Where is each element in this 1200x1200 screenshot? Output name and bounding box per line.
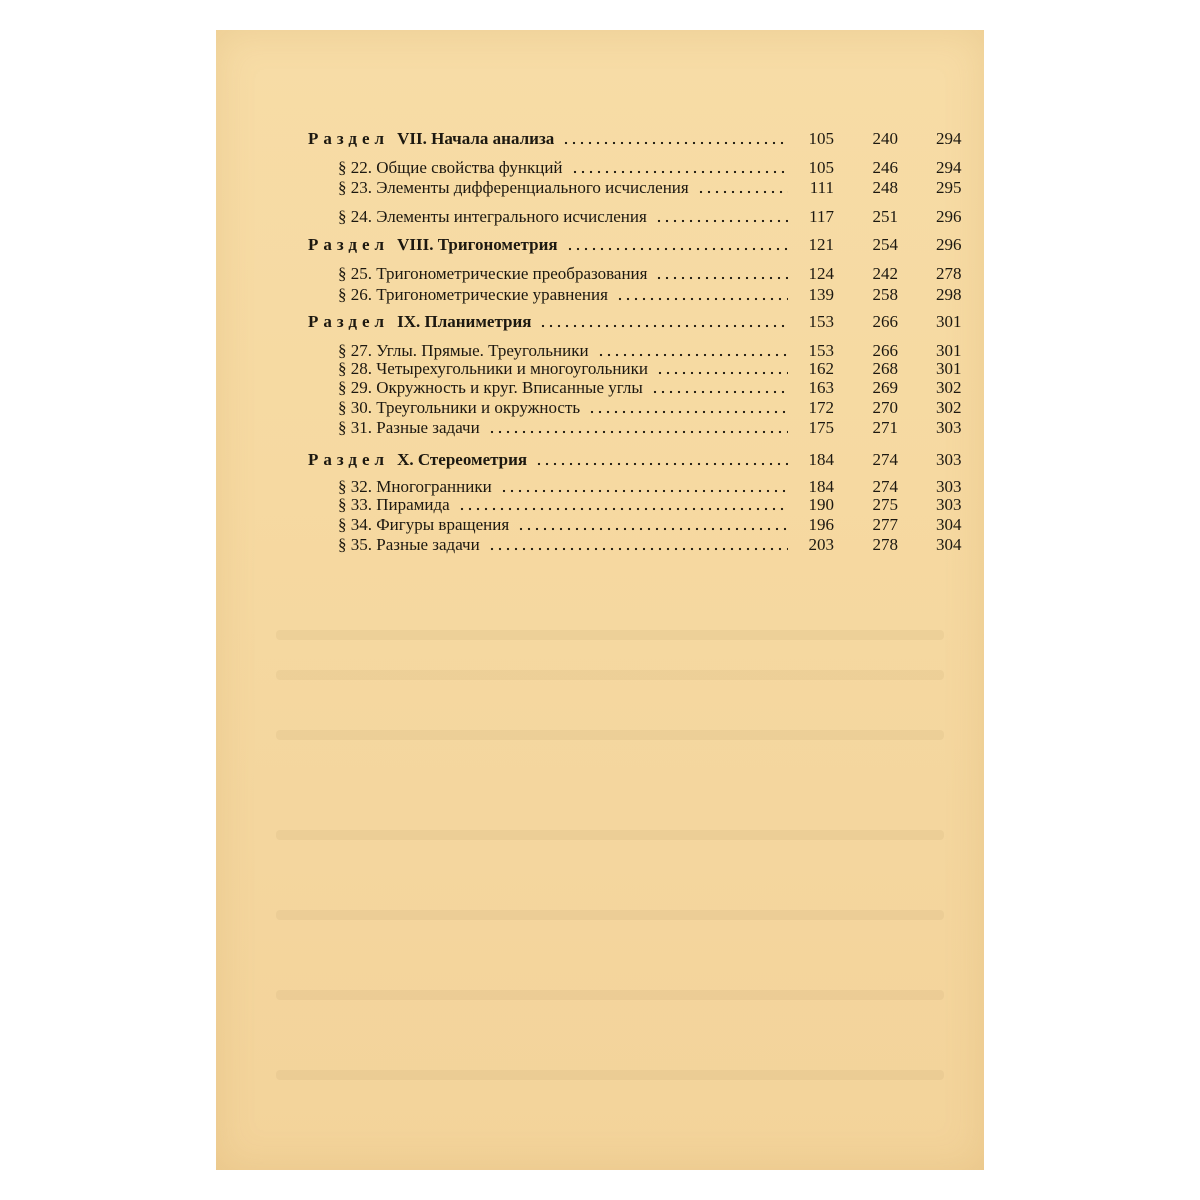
toc-title: [338, 417, 788, 439]
page-number-col-3: 304: [936, 535, 962, 554]
page-number-col-2: 274: [872, 450, 898, 469]
page-number-col-2: 270: [872, 398, 898, 417]
dot-leader: [488, 546, 788, 552]
page-number-col-3: 302: [936, 378, 962, 397]
page-number-col-3: 278: [936, 264, 962, 283]
toc-title: [308, 234, 788, 256]
dot-leader: [488, 429, 788, 435]
dot-leader: [656, 370, 788, 376]
dot-leader: [588, 409, 788, 415]
dot-leader: [517, 526, 788, 532]
toc-title: [338, 514, 788, 536]
page-number-col-3: 301: [936, 341, 962, 360]
toc-title-text: § 34. Фигуры вращения: [338, 515, 510, 534]
toc-title-text: § 23. Элементы дифференциального исчисления: [338, 178, 689, 197]
page-number-col-2: 268: [872, 359, 898, 378]
toc-title-text: § 22. Общие свойства функций: [338, 158, 563, 177]
dot-leader: [458, 506, 788, 512]
toc-title-text: § 32. Многогранники: [338, 477, 492, 496]
dot-leader: [697, 189, 788, 195]
toc-title-text: § 29. Окружность и круг. Вписанные углы: [338, 378, 643, 397]
page-number-col-3: 303: [936, 477, 962, 496]
toc-entry-row: [216, 494, 984, 516]
page-number-col-1: 184: [808, 450, 834, 469]
page-number-col-3: 301: [936, 312, 962, 331]
toc-title: [338, 284, 788, 306]
bleed-through-line: [276, 670, 944, 680]
toc-entry-row: [216, 377, 984, 399]
section-prefix: Раздел: [308, 235, 390, 254]
page-number-col-1: 139: [808, 285, 834, 304]
toc-section-row: [216, 449, 984, 471]
page-number-col-3: 303: [936, 495, 962, 514]
page-number-col-1: 111: [809, 178, 834, 197]
page-number-col-2: 266: [872, 312, 898, 331]
toc-title-text: X. Стереометрия: [397, 450, 528, 469]
toc-section-row: [216, 128, 984, 150]
toc-title-text: § 26. Тригонометрические уравнения: [338, 285, 608, 304]
section-prefix: Раздел: [308, 450, 390, 469]
page-number-col-2: 254: [872, 235, 898, 254]
toc-title-text: § 24. Элементы интегрального исчисления: [338, 207, 647, 226]
bleed-through-line: [276, 830, 944, 840]
toc-title: [308, 128, 788, 150]
section-prefix: Раздел: [308, 312, 390, 331]
toc-title: [308, 311, 788, 333]
toc-entry-row: [216, 206, 984, 228]
section-prefix: Раздел: [308, 129, 390, 148]
toc-title-text: § 25. Тригонометрические преобразования: [338, 264, 648, 283]
page-number-col-2: 242: [872, 264, 898, 283]
page-number-col-1: 190: [808, 495, 834, 514]
toc-title: [338, 534, 788, 556]
toc-title: [338, 177, 788, 199]
page-number-col-1: 105: [808, 129, 834, 148]
toc-title-text: § 30. Треугольники и окружность: [338, 398, 581, 417]
toc-title: [338, 377, 788, 399]
page-number-col-2: 278: [872, 535, 898, 554]
toc-entry-row: [216, 397, 984, 419]
toc-title-text: § 33. Пирамида: [338, 495, 450, 514]
toc-title-text: § 31. Разные задачи: [338, 418, 480, 437]
toc-section-row: [216, 311, 984, 333]
page-number-col-2: 277: [872, 515, 898, 534]
page-number-col-3: 294: [936, 158, 962, 177]
page-number-col-1: 172: [808, 398, 834, 417]
toc-title: [338, 157, 788, 179]
toc-entry-row: [216, 284, 984, 306]
page-number-col-3: 304: [936, 515, 962, 534]
toc-title: [308, 449, 788, 471]
page-number-col-1: 175: [808, 418, 834, 437]
toc-entry-row: [216, 177, 984, 199]
page-number-col-1: 153: [808, 312, 834, 331]
toc-title: [338, 397, 788, 419]
page-number-col-1: 117: [809, 207, 834, 226]
dot-leader: [655, 275, 788, 281]
page-number-col-1: 184: [808, 477, 834, 496]
dot-leader: [616, 296, 788, 302]
page-number-col-3: 303: [936, 450, 962, 469]
dot-leader: [535, 461, 788, 467]
page-number-col-2: 240: [872, 129, 898, 148]
toc-title: [338, 494, 788, 516]
dot-leader: [571, 169, 788, 175]
page-number-col-2: 271: [872, 418, 898, 437]
toc-title-text: IX. Планиметрия: [397, 312, 532, 331]
bleed-through-line: [276, 630, 944, 640]
bleed-through-line: [276, 730, 944, 740]
page-number-col-2: 275: [872, 495, 898, 514]
page-number-col-3: 296: [936, 235, 962, 254]
book-page: [216, 30, 984, 1170]
bleed-through-line: [276, 1070, 944, 1080]
dot-leader: [655, 218, 788, 224]
bleed-through-line: [276, 990, 944, 1000]
page-number-col-3: 294: [936, 129, 962, 148]
page-number-col-3: 295: [936, 178, 962, 197]
page-number-col-2: 269: [872, 378, 898, 397]
toc-entry-row: [216, 157, 984, 179]
page-number-col-1: 162: [808, 359, 834, 378]
page-number-col-1: 196: [808, 515, 834, 534]
toc-title-text: VIII. Тригонометрия: [397, 235, 558, 254]
page-number-col-3: 298: [936, 285, 962, 304]
dot-leader: [566, 246, 788, 252]
page-number-col-1: 203: [808, 535, 834, 554]
table-of-contents: [216, 30, 984, 590]
page-number-col-3: 302: [936, 398, 962, 417]
toc-title-text: § 27. Углы. Прямые. Треугольники: [338, 341, 589, 360]
page-number-col-2: 266: [872, 341, 898, 360]
page-number-col-1: 153: [808, 341, 834, 360]
toc-title-text: § 35. Разные задачи: [338, 535, 480, 554]
page-number-col-2: 274: [872, 477, 898, 496]
page-number-col-3: 301: [936, 359, 962, 378]
page-number-col-1: 121: [808, 235, 834, 254]
toc-section-row: [216, 234, 984, 256]
page-number-col-1: 124: [808, 264, 834, 283]
toc-entry-row: [216, 263, 984, 285]
toc-title-text: VII. Начала анализа: [397, 129, 555, 148]
page-number-col-2: 251: [872, 207, 898, 226]
toc-entry-row: [216, 534, 984, 556]
page-number-col-2: 248: [872, 178, 898, 197]
toc-entry-row: [216, 417, 984, 439]
dot-leader: [651, 389, 788, 395]
dot-leader: [562, 140, 788, 146]
page-number-col-3: 296: [936, 207, 962, 226]
toc-entry-row: [216, 514, 984, 536]
page-number-col-2: 258: [872, 285, 898, 304]
page-number-col-2: 246: [872, 158, 898, 177]
toc-title: [338, 206, 788, 228]
page-number-col-1: 105: [808, 158, 834, 177]
page-number-col-1: 163: [808, 378, 834, 397]
dot-leader: [539, 323, 788, 329]
page-number-col-3: 303: [936, 418, 962, 437]
toc-title: [338, 263, 788, 285]
toc-title-text: § 28. Четырехугольники и многоугольники: [338, 359, 648, 378]
bleed-through-line: [276, 910, 944, 920]
